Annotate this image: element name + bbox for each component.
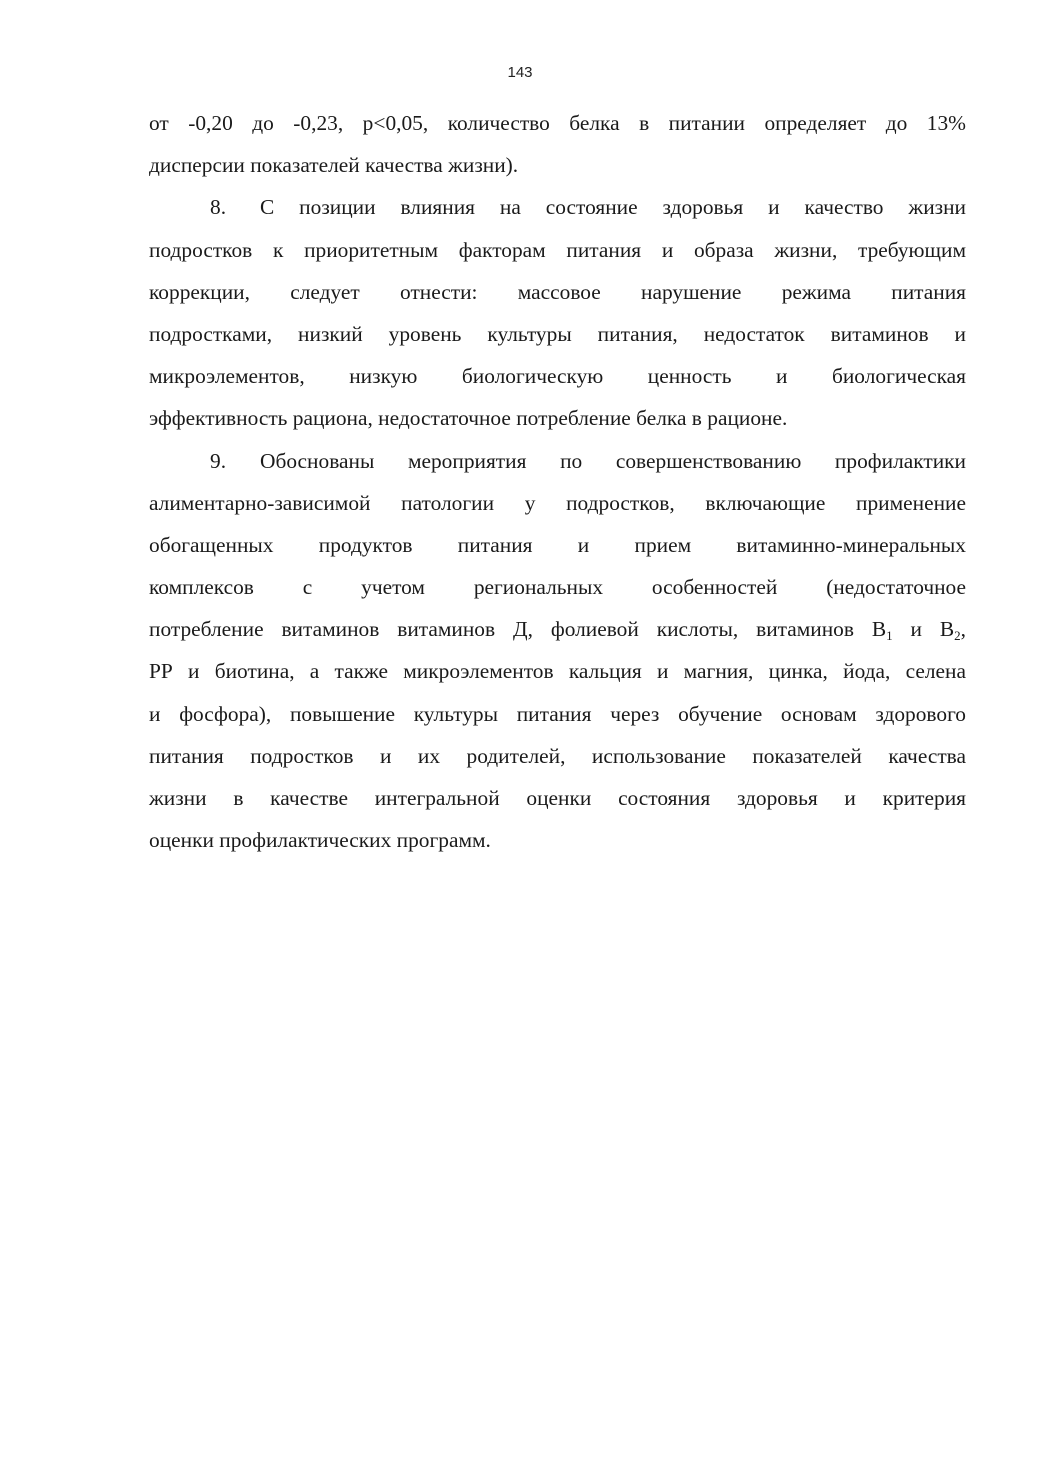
text-line: эффективность рациона, недостаточное потребление белка в рационе. (149, 406, 788, 431)
text-line: питания подростков и их родителей, использование показателей качества (149, 743, 966, 768)
text-line: микроэлементов, низкую биологическую ценность и биологическая (149, 364, 966, 389)
text-segment: потребление витаминов витаминов Д, фолиевой кислоты, витаминов В (149, 617, 887, 642)
text-line: С позиции влияния на состояние здоровья и качество жизни (260, 195, 966, 220)
text-line: оценки профилактических программ. (149, 828, 491, 853)
subscript: 2 (954, 628, 961, 644)
text-line: жизни в качестве интегральной оценки состояния здоровья и критерия (149, 786, 966, 810)
text-line: от -0,20 до -0,23, p<0,05, количество белка в питании определяет до 13% (149, 111, 966, 135)
text-line: комплексов с учетом региональных особенностей (недостаточное (149, 575, 966, 600)
text-line: подростков к приоритетным факторам питания и образа жизни, требующим (149, 237, 966, 262)
list-item-8-first-line (149, 186, 966, 228)
text-line: РР и биотина, а также микроэлементов кальция и магния, цинка, йода, селена (149, 659, 966, 684)
document-body (149, 102, 966, 861)
text-line: дисперсии показателей качества жизни). (149, 153, 519, 178)
text-line: подростками, низкий уровень культуры питания, недостаток витаминов и (149, 321, 966, 346)
list-item-9-first-line (149, 440, 966, 482)
text-line: Обоснованы мероприятия по совершенствованию профилактики (260, 448, 966, 473)
text-line-with-subscripts (149, 608, 966, 650)
text-segment: , (960, 617, 967, 642)
text-line: алиментарно-зависимой патологии у подростков, включающие применение (149, 490, 966, 515)
text-segment: и В (892, 617, 955, 642)
text-line: обогащенных продуктов питания и прием витаминно-минеральных (149, 532, 966, 557)
text-line: и фосфора), повышение культуры питания через обучение основам здорового (149, 701, 966, 726)
page-number: 143 (507, 64, 533, 81)
list-number: 8. (210, 195, 227, 220)
list-number: 9. (210, 448, 227, 473)
subscript: 1 (886, 628, 893, 644)
text-line: коррекции, следует отнести: массовое нарушение режима питания (149, 279, 966, 304)
